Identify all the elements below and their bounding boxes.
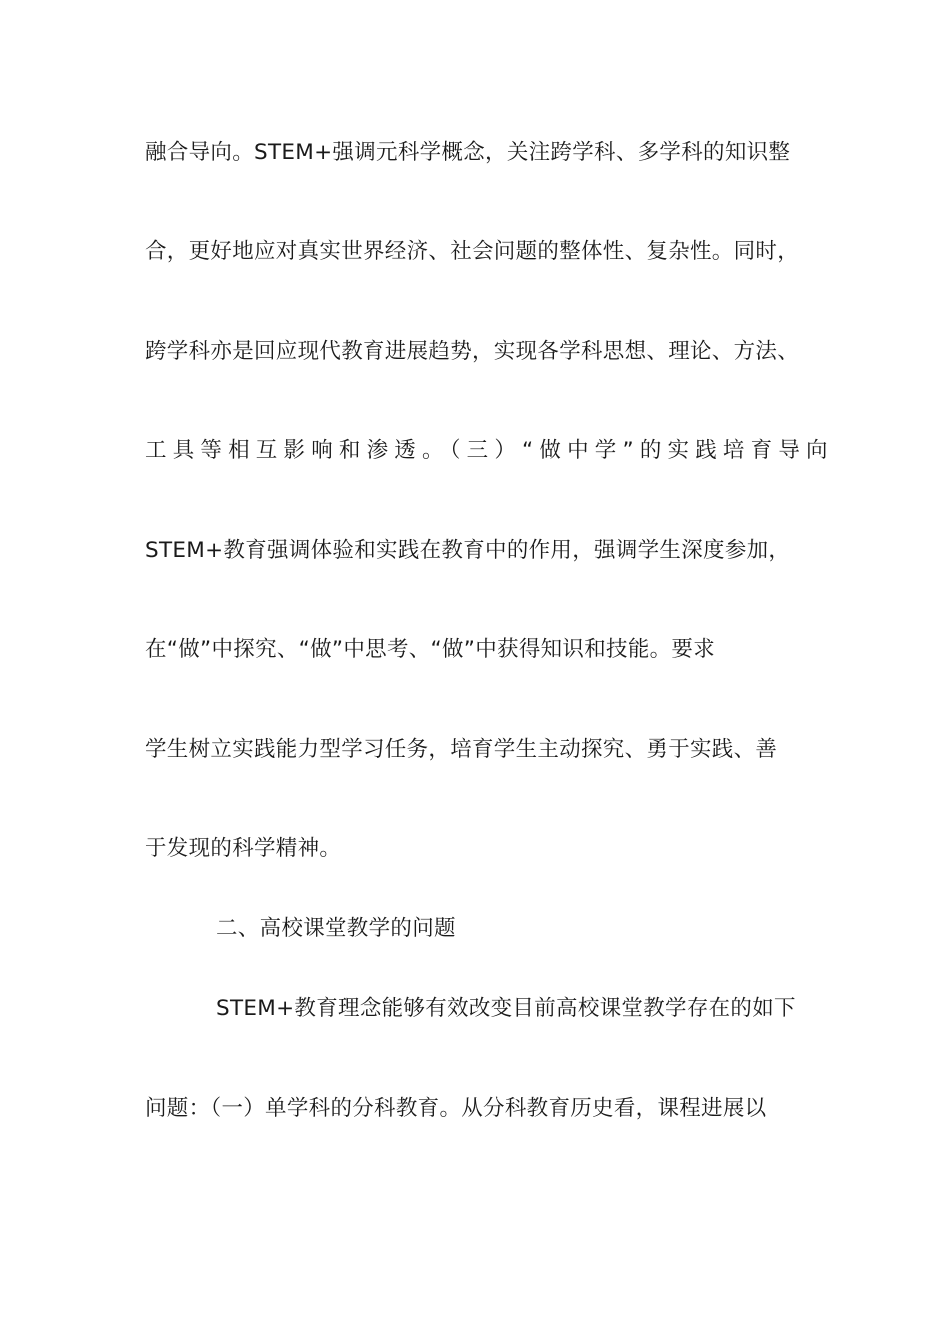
body-text-line: 学生树立实践能力型学习任务，培育学生主动探究、勇于实践、善 xyxy=(145,737,778,762)
body-text-line: 工具等相互影响和渗透。（三）“做中学”的实践培育导向 xyxy=(145,438,834,463)
body-text-line: 在“做”中探究、“做”中思考、“做”中获得知识和技能。要求 xyxy=(145,637,716,662)
body-text-line: 于发现的科学精神。 xyxy=(145,836,342,861)
body-text-line: STEM+教育强调体验和实践在教育中的作用，强调学生深度参加， xyxy=(145,538,791,563)
body-text-line: 问题：（一）单学科的分科教育。从分科教育历史看，课程进展以 xyxy=(145,1096,767,1121)
body-text-line: 跨学科亦是回应现代教育进展趋势，实现各学科思想、理论、方法、 xyxy=(145,339,800,364)
body-text-line: 融合导向。STEM+强调元科学概念，关注跨学科、多学科的知识整 xyxy=(145,140,791,165)
paragraph-first-line: STEM+教育理念能够有效改变目前高校课堂教学存在的如下 xyxy=(216,996,796,1021)
body-text-line: 合，更好地应对真实世界经济、社会问题的整体性、复杂性。同时， xyxy=(145,239,800,264)
section-heading: 二、高校课堂教学的问题 xyxy=(216,916,456,941)
